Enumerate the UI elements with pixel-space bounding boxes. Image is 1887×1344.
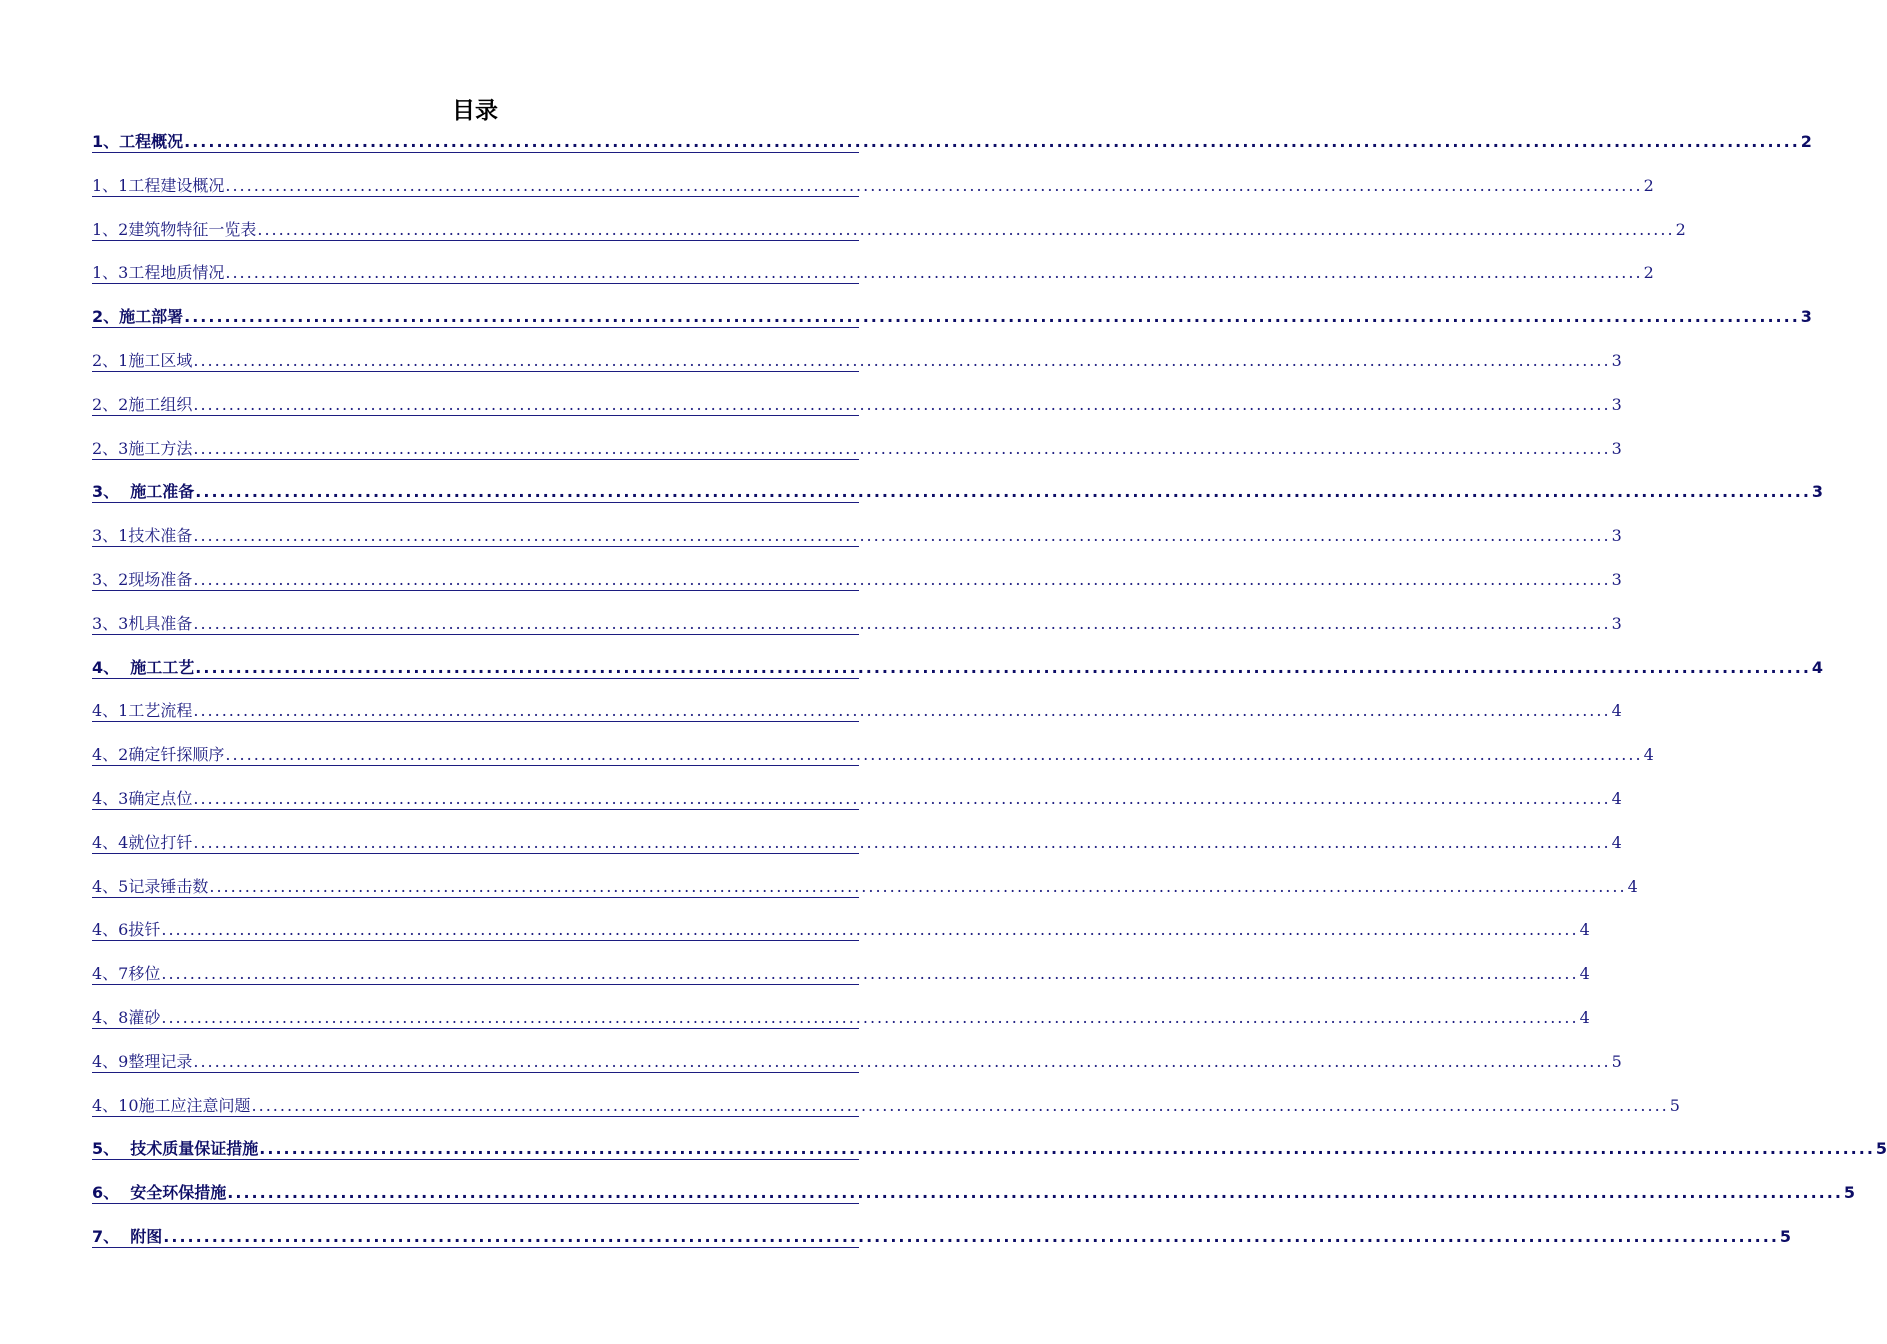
toc-entry-link[interactable] — [92, 343, 1622, 372]
toc-dot-leader: ........................................................................................................................................................................................................ — [163, 1227, 1779, 1246]
toc-dot-leader: ........................................................................................................................................................................................................ — [225, 175, 1643, 195]
toc-entry-link[interactable] — [92, 562, 1622, 591]
toc-dot-leader: ........................................................................................................................................................................................................ — [195, 657, 1811, 677]
toc-dot-leader: ........................................................................................................................................................................................................ — [225, 263, 1643, 283]
toc-entry-link[interactable] — [92, 1131, 1887, 1160]
toc-entry-page-number: 3 — [1611, 394, 1622, 414]
toc-entry-link[interactable] — [92, 431, 1622, 460]
toc-entry-page-number: 4 — [1611, 789, 1622, 808]
toc-entry-link[interactable] — [92, 1044, 1622, 1073]
toc-entry-label: 2、1施工区域 — [92, 351, 193, 370]
toc-entry-page-number: 4 — [1579, 964, 1590, 984]
toc-dot-leader: ........................................................................................................................................................................................................ — [259, 1139, 1875, 1159]
toc-entry-page-number: 5 — [1875, 1139, 1887, 1159]
toc-entry-link[interactable] — [92, 869, 1638, 898]
toc-entry-link[interactable] — [92, 299, 1812, 328]
toc-entry-label: 4、7移位 — [92, 964, 161, 984]
toc-entry-link[interactable] — [92, 212, 1686, 241]
toc-dot-leader: ........................................................................................................................................................................................................ — [161, 964, 1579, 984]
toc-entry-page-number: 3 — [1611, 613, 1622, 633]
toc-entry-link[interactable] — [92, 1088, 1680, 1117]
toc-entry-page-number: 2 — [1675, 219, 1686, 239]
toc-dot-leader: ........................................................................................................................................................................................................ — [227, 1183, 1843, 1203]
toc-entry-label: 4、2确定钎探顺序 — [92, 745, 225, 765]
toc-entry-page-number: 4 — [1611, 701, 1622, 721]
toc-entry-label: 4、10施工应注意问题 — [92, 1095, 251, 1115]
toc-entry-link[interactable] — [92, 255, 1654, 284]
toc-dot-leader: ........................................................................................................................................................................................................ — [193, 613, 1611, 633]
toc-entry-label: 4、4就位打钎 — [92, 832, 193, 852]
toc-dot-leader: ........................................................................................................................................................................................................ — [193, 438, 1611, 458]
toc-entry-page-number: 3 — [1611, 570, 1622, 589]
toc-entry-label: 2、3施工方法 — [92, 438, 193, 458]
toc-entry-link[interactable] — [92, 124, 1812, 153]
toc-dot-leader: ........................................................................................................................................................................................................ — [225, 745, 1643, 765]
toc-entry-link[interactable] — [92, 518, 1622, 547]
toc-entry-label: 5、 技术质量保证措施 — [92, 1139, 259, 1159]
toc-entry-link[interactable] — [92, 781, 1622, 810]
toc-entry-label: 1、3工程地质情况 — [92, 263, 225, 283]
toc-entry-label: 4、9整理记录 — [92, 1051, 193, 1071]
toc-entry-label: 3、3机具准备 — [92, 613, 193, 633]
toc-entry-label: 1、1工程建设概况 — [92, 175, 225, 195]
toc-entry-page-number: 4 — [1811, 657, 1824, 677]
toc-entry-label: 4、 施工工艺 — [92, 657, 195, 677]
toc-entry-page-number: 5 — [1843, 1183, 1856, 1203]
toc-entry-page-number: 3 — [1611, 526, 1622, 546]
toc-entry-link[interactable] — [92, 387, 1622, 416]
toc-entry-label: 3、 施工准备 — [92, 482, 195, 502]
toc-entry-page-number: 2 — [1643, 263, 1654, 283]
toc-entry-page-number: 4 — [1579, 1008, 1590, 1027]
toc-entry-label: 6、 安全环保措施 — [92, 1183, 227, 1203]
toc-entry-label: 7、 附图 — [92, 1227, 163, 1246]
toc-entry-link[interactable] — [92, 912, 1590, 941]
toc-entry-label: 2、施工部署 — [92, 307, 184, 327]
toc-dot-leader: ........................................................................................................................................................................................................ — [161, 1008, 1579, 1027]
toc-dot-leader: ........................................................................................................................................................................................................ — [257, 219, 1675, 239]
toc-entry-page-number: 2 — [1643, 175, 1654, 195]
toc-entry-label: 3、2现场准备 — [92, 570, 193, 589]
toc-entry-page-number: 5 — [1669, 1095, 1680, 1115]
toc-entry-link[interactable] — [92, 650, 1824, 679]
toc-dot-leader: ........................................................................................................................................................................................................ — [193, 570, 1611, 589]
toc-entry-page-number: 4 — [1579, 920, 1590, 940]
toc-entry-link[interactable] — [92, 825, 1622, 854]
toc-dot-leader: ........................................................................................................................................................................................................ — [161, 920, 1579, 940]
toc-entry-link[interactable] — [92, 1219, 1792, 1248]
toc-entry-page-number: 3 — [1611, 351, 1622, 370]
toc-dot-leader: ........................................................................................................................................................................................................ — [193, 832, 1611, 852]
toc-entry-page-number: 3 — [1811, 482, 1824, 502]
toc-entry-label: 4、5记录锤击数 — [92, 876, 209, 896]
toc-entry-link[interactable] — [92, 1175, 1856, 1204]
toc-entry-page-number: 2 — [1800, 132, 1812, 151]
toc-title: 目录 — [452, 98, 498, 124]
toc-entry-page-number: 4 — [1611, 832, 1622, 852]
toc-entry-link[interactable] — [92, 168, 1654, 197]
toc-entry-link[interactable] — [92, 737, 1654, 766]
toc-dot-leader: ........................................................................................................................................................................................................ — [193, 789, 1611, 808]
toc-entry-link[interactable] — [92, 693, 1622, 722]
toc-dot-leader: ........................................................................................................................................................................................................ — [195, 482, 1811, 502]
toc-entry-label: 4、1工艺流程 — [92, 701, 193, 721]
toc-entry-page-number: 5 — [1779, 1227, 1792, 1246]
toc-entry-label: 1、工程概况 — [92, 132, 184, 151]
toc-entry-label: 4、3确定点位 — [92, 789, 193, 808]
toc-entry-page-number: 3 — [1800, 307, 1812, 327]
toc-entry-label: 4、6拔钎 — [92, 920, 161, 940]
toc-dot-leader: ........................................................................................................................................................................................................ — [193, 351, 1611, 370]
toc-entry-page-number: 5 — [1611, 1051, 1622, 1071]
toc-entry-page-number: 4 — [1627, 876, 1638, 896]
toc-dot-leader: ........................................................................................................................................................................................................ — [184, 132, 1800, 151]
toc-dot-leader: ........................................................................................................................................................................................................ — [193, 526, 1611, 546]
toc-entry-link[interactable] — [92, 474, 1824, 503]
toc-dot-leader: ........................................................................................................................................................................................................ — [184, 307, 1800, 327]
toc-entry-label: 2、2施工组织 — [92, 394, 193, 414]
toc-entry-label: 1、2建筑物特征一览表 — [92, 219, 257, 239]
toc-dot-leader: ........................................................................................................................................................................................................ — [209, 876, 1627, 896]
toc-entry-page-number: 3 — [1611, 438, 1622, 458]
toc-entry-page-number: 4 — [1643, 745, 1654, 765]
toc-entry-link[interactable] — [92, 606, 1622, 635]
toc-entry-link[interactable] — [92, 1000, 1590, 1029]
toc-entry-link[interactable] — [92, 956, 1590, 985]
toc-dot-leader: ........................................................................................................................................................................................................ — [251, 1095, 1669, 1115]
toc-dot-leader: ........................................................................................................................................................................................................ — [193, 701, 1611, 721]
toc-dot-leader: ........................................................................................................................................................................................................ — [193, 394, 1611, 414]
toc-entry-label: 4、8灌砂 — [92, 1008, 161, 1027]
toc-entry-label: 3、1技术准备 — [92, 526, 193, 546]
toc-dot-leader: ........................................................................................................................................................................................................ — [193, 1051, 1611, 1071]
